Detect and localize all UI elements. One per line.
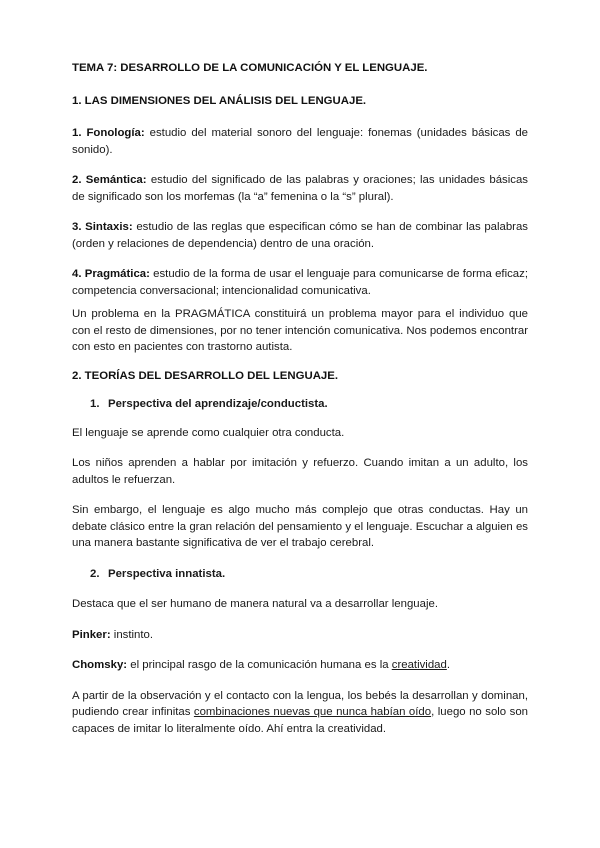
- item-sintaxis: [72, 219, 528, 252]
- paragraph: Destaca que el ser humano de manera natural va a desarrollar lenguaje.: [72, 598, 438, 610]
- term-pinker: Pinker:: [72, 628, 111, 641]
- subsection-title: Perspectiva del aprendizaje/conductista.: [108, 398, 328, 410]
- final-text-b: , luego no solo son capaces de imitar lo literalmente oído. Ahí entra la creatividad.: [72, 706, 528, 735]
- term-pragmatica: 4. Pragmática:: [72, 268, 150, 280]
- def-pinker: instinto.: [110, 628, 154, 641]
- term-chomsky: Chomsky:: [72, 659, 128, 671]
- underlined-creatividad: creatividad: [391, 659, 447, 671]
- subsection-innatista-heading: [72, 566, 528, 583]
- item-pragmatica: [72, 266, 528, 299]
- subsection-number: 1.: [90, 398, 100, 410]
- pinker-line: [72, 627, 528, 644]
- def-fonologia: estudio del material sonoro del lenguaje: fonemas (unidades básicas de sonido).: [72, 127, 528, 156]
- paragraph: El lenguaje se aprende como cualquier otra conducta.: [72, 426, 345, 439]
- def-chomsky: el principal rasgo de la comunicación humana es la: [127, 659, 392, 671]
- term-sintaxis: 3. Sintaxis:: [72, 221, 133, 233]
- subsection-conductista-heading: [72, 396, 528, 413]
- def-pragmatica: estudio de la forma de usar el lenguaje para comunicarse de forma eficaz; competencia conversacional; intencionalidad comunicativa.: [72, 268, 528, 297]
- paragraph: Los niños aprenden a hablar por imitación y refuerzo. Cuando imitan a un adulto, los adultos le refuerzan.: [72, 457, 528, 486]
- document-page: [72, 60, 528, 737]
- def-semantica: estudio del significado de las palabras y oraciones; las unidades básicas de significado son los morfemas (la “a” femenina o la “s” plural).: [72, 174, 528, 203]
- item-fonologia: [72, 125, 528, 158]
- underlined-combinaciones: combinaciones nuevas que nunca habían oído: [193, 706, 432, 718]
- paragraph: Sin embargo, el lenguaje es algo mucho más complejo que otras conductas. Hay un debate clásico entre la gran relación del pensamiento y el lenguaje. Escuchar a alguien es una manera bastante significativa de ver el trabajo cerebral.: [72, 504, 528, 549]
- item-semantica: [72, 172, 528, 205]
- term-fonologia: 1. Fonología:: [72, 127, 145, 139]
- final-paragraph: [72, 688, 528, 738]
- chomsky-line: [72, 657, 528, 674]
- section-2-heading: 2. TEORÍAS DEL DESARROLLO DEL LENGUAJE.: [72, 369, 339, 382]
- chomsky-end: .: [446, 659, 451, 671]
- pragmatica-note: Un problema en la PRAGMÁTICA constituirá un problema mayor para el individuo que con el resto de dimensiones, por no tener intención comunicativa. Nos podemos encontrar con esto en pacientes con trastorno autista.: [72, 308, 528, 353]
- final-text-a: A partir de la observación y el contacto con la lengua, los bebés la desarrollan y dominan, pudiendo crear infinitas: [72, 689, 528, 718]
- term-semantica: 2. Semántica:: [72, 174, 147, 186]
- def-sintaxis: estudio de las reglas que especifican cómo se han de combinar las palabras (orden y relaciones de dependencia) dentro de una oración.: [72, 221, 529, 250]
- subsection-title: Perspectiva innatista.: [108, 567, 226, 580]
- section-1-heading: 1. LAS DIMENSIONES DEL ANÁLISIS DEL LENGUAJE.: [72, 94, 367, 107]
- document-title: TEMA 7: DESARROLLO DE LA COMUNICACIÓN Y EL LENGUAJE.: [72, 62, 428, 74]
- subsection-number: 2.: [90, 567, 100, 580]
